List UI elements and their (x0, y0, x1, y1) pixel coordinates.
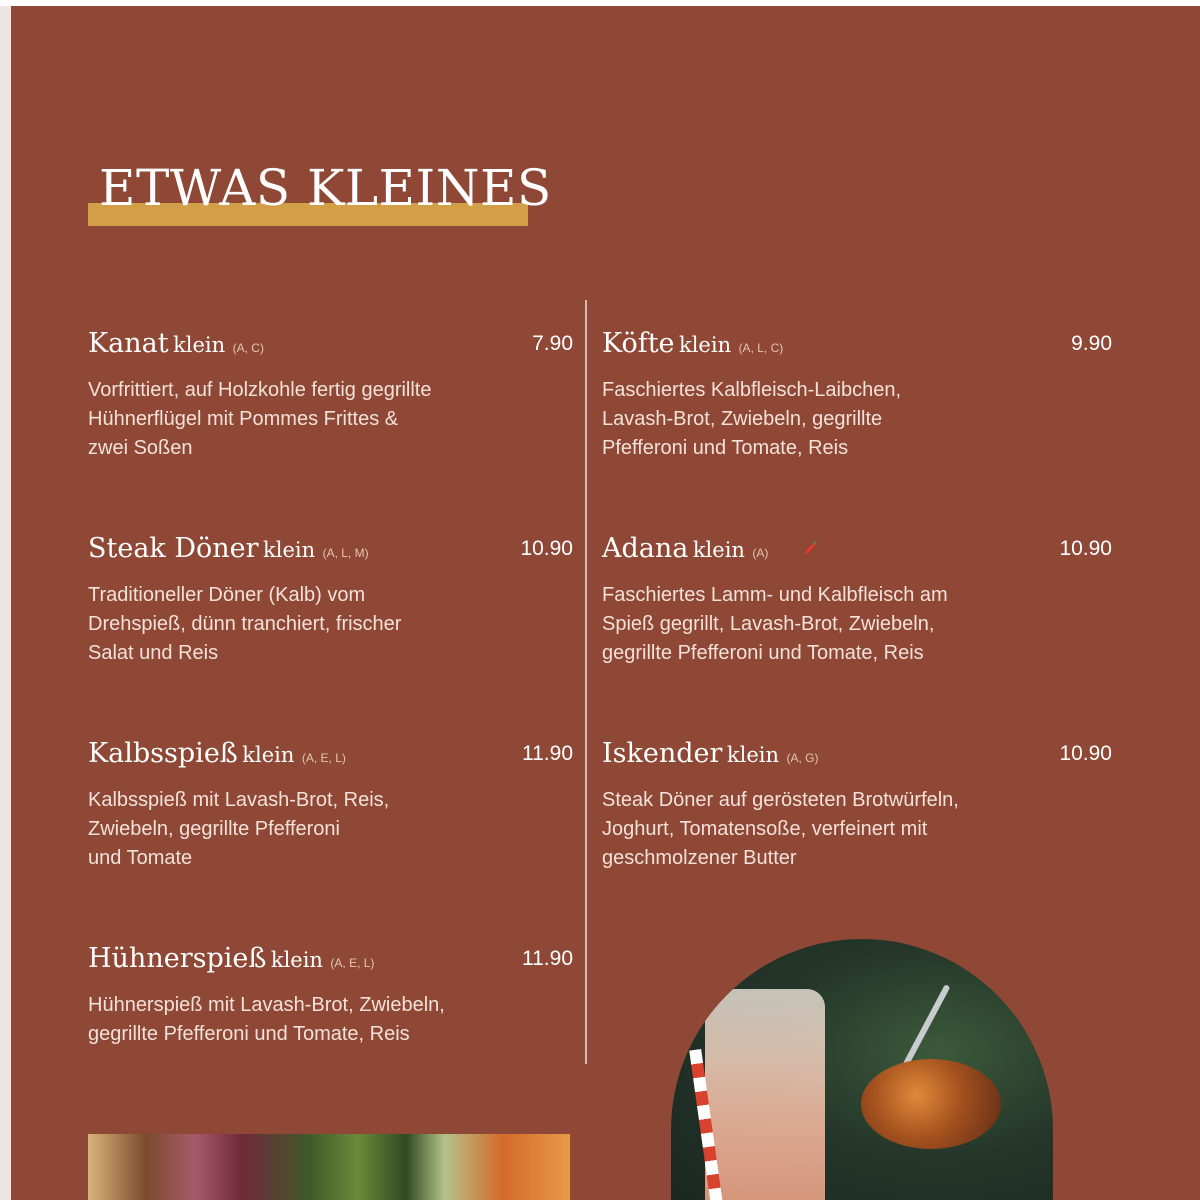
menu-item-price: 9.90 (1071, 332, 1112, 355)
menu-item-allergens: (A, L, M) (322, 546, 369, 560)
menu-item-iskender (602, 738, 1112, 873)
menu-item-price: 7.90 (532, 332, 573, 355)
menu-item-size: klein (270, 948, 323, 972)
section-title: ETWAS KLEINES (99, 159, 552, 217)
menu-item-description: Faschiertes Kalbfleisch-Laibchen, Lavash-Brot, Zwiebeln, gegrillte Pfefferoni und Tomate, Reis (602, 379, 902, 459)
menu-item-price: 11.90 (522, 742, 573, 765)
menu-item-name: Kalbsspieß (88, 738, 238, 769)
column-divider (585, 300, 587, 1064)
menu-item-name: Köfte (602, 328, 675, 359)
menu-item-size: klein (726, 743, 779, 767)
menu-item-name: Kanat (88, 328, 169, 359)
menu-item-adana (602, 533, 1112, 668)
menu-item-header (88, 533, 573, 573)
menu-item-header (88, 738, 573, 778)
food-photo-salad (88, 1134, 570, 1200)
menu-page (11, 6, 1200, 1200)
menu-item-price: 10.90 (520, 537, 573, 560)
menu-item-koefte (602, 328, 1112, 463)
menu-item-header (88, 328, 573, 368)
menu-item-description: Traditioneller Döner (Kalb) vom Drehspieß, dünn tranchiert, frischer Salat und Reis (88, 584, 402, 664)
menu-item-price: 10.90 (1059, 742, 1112, 765)
menu-item-name: Steak Döner (88, 533, 259, 564)
menu-item-allergens: (A, C) (232, 341, 264, 355)
menu-item-size: klein (242, 743, 295, 767)
section-title-block (88, 156, 552, 226)
menu-item-size: klein (173, 333, 226, 357)
food-bite (861, 1059, 1001, 1149)
menu-item-size: klein (263, 538, 316, 562)
food-photo-arch (671, 939, 1053, 1200)
menu-item-description: Steak Döner auf gerösteten Brotwürfeln, Joghurt, Tomatensoße, verfeinert mit geschmolzener Butter (602, 789, 959, 869)
menu-item-size: klein (692, 538, 745, 562)
menu-item-name: Iskender (602, 738, 723, 769)
menu-item-description: Vorfrittiert, auf Holzkohle fertig gegrillte Hühnerflügel mit Pommes Frittes & zwei Soßen (88, 379, 432, 459)
menu-item-price: 10.90 (1059, 537, 1112, 560)
menu-item-allergens: (A) (752, 546, 769, 560)
menu-item-allergens: (A, L, C) (738, 341, 784, 355)
menu-item-steak-doener (88, 533, 573, 668)
menu-item-header (602, 533, 1112, 573)
drink-glass (705, 989, 825, 1200)
page-edge (0, 0, 11, 1200)
menu-item-huehnerspiess (88, 943, 573, 1049)
menu-item-header (602, 738, 1112, 778)
menu-item-kanat (88, 328, 573, 463)
menu-item-description: Kalbsspieß mit Lavash-Brot, Reis, Zwiebeln, gegrillte Pfefferoni und Tomate (88, 789, 390, 869)
menu-item-name: Hühnerspieß (88, 943, 267, 974)
menu-item-allergens: (A, E, L) (330, 956, 375, 970)
menu-item-header (602, 328, 1112, 368)
menu-item-size: klein (678, 333, 732, 357)
menu-item-kalbsspiess (88, 738, 573, 873)
menu-item-header (88, 943, 573, 983)
menu-item-allergens: (A, E, L) (301, 751, 346, 765)
menu-item-description: Hühnerspieß mit Lavash-Brot, Zwiebeln, gegrillte Pfefferoni und Tomate, Reis (88, 994, 445, 1045)
menu-item-price: 11.90 (522, 947, 573, 970)
chili-pepper-icon (801, 539, 819, 562)
menu-item-allergens: (A, G) (786, 751, 819, 765)
menu-item-description: Faschiertes Lamm- und Kalbfleisch am Spieß gegrillt, Lavash-Brot, Zwiebeln, gegrillte Pfefferoni und Tomate, Reis (602, 584, 948, 664)
menu-item-name: Adana (602, 533, 689, 564)
